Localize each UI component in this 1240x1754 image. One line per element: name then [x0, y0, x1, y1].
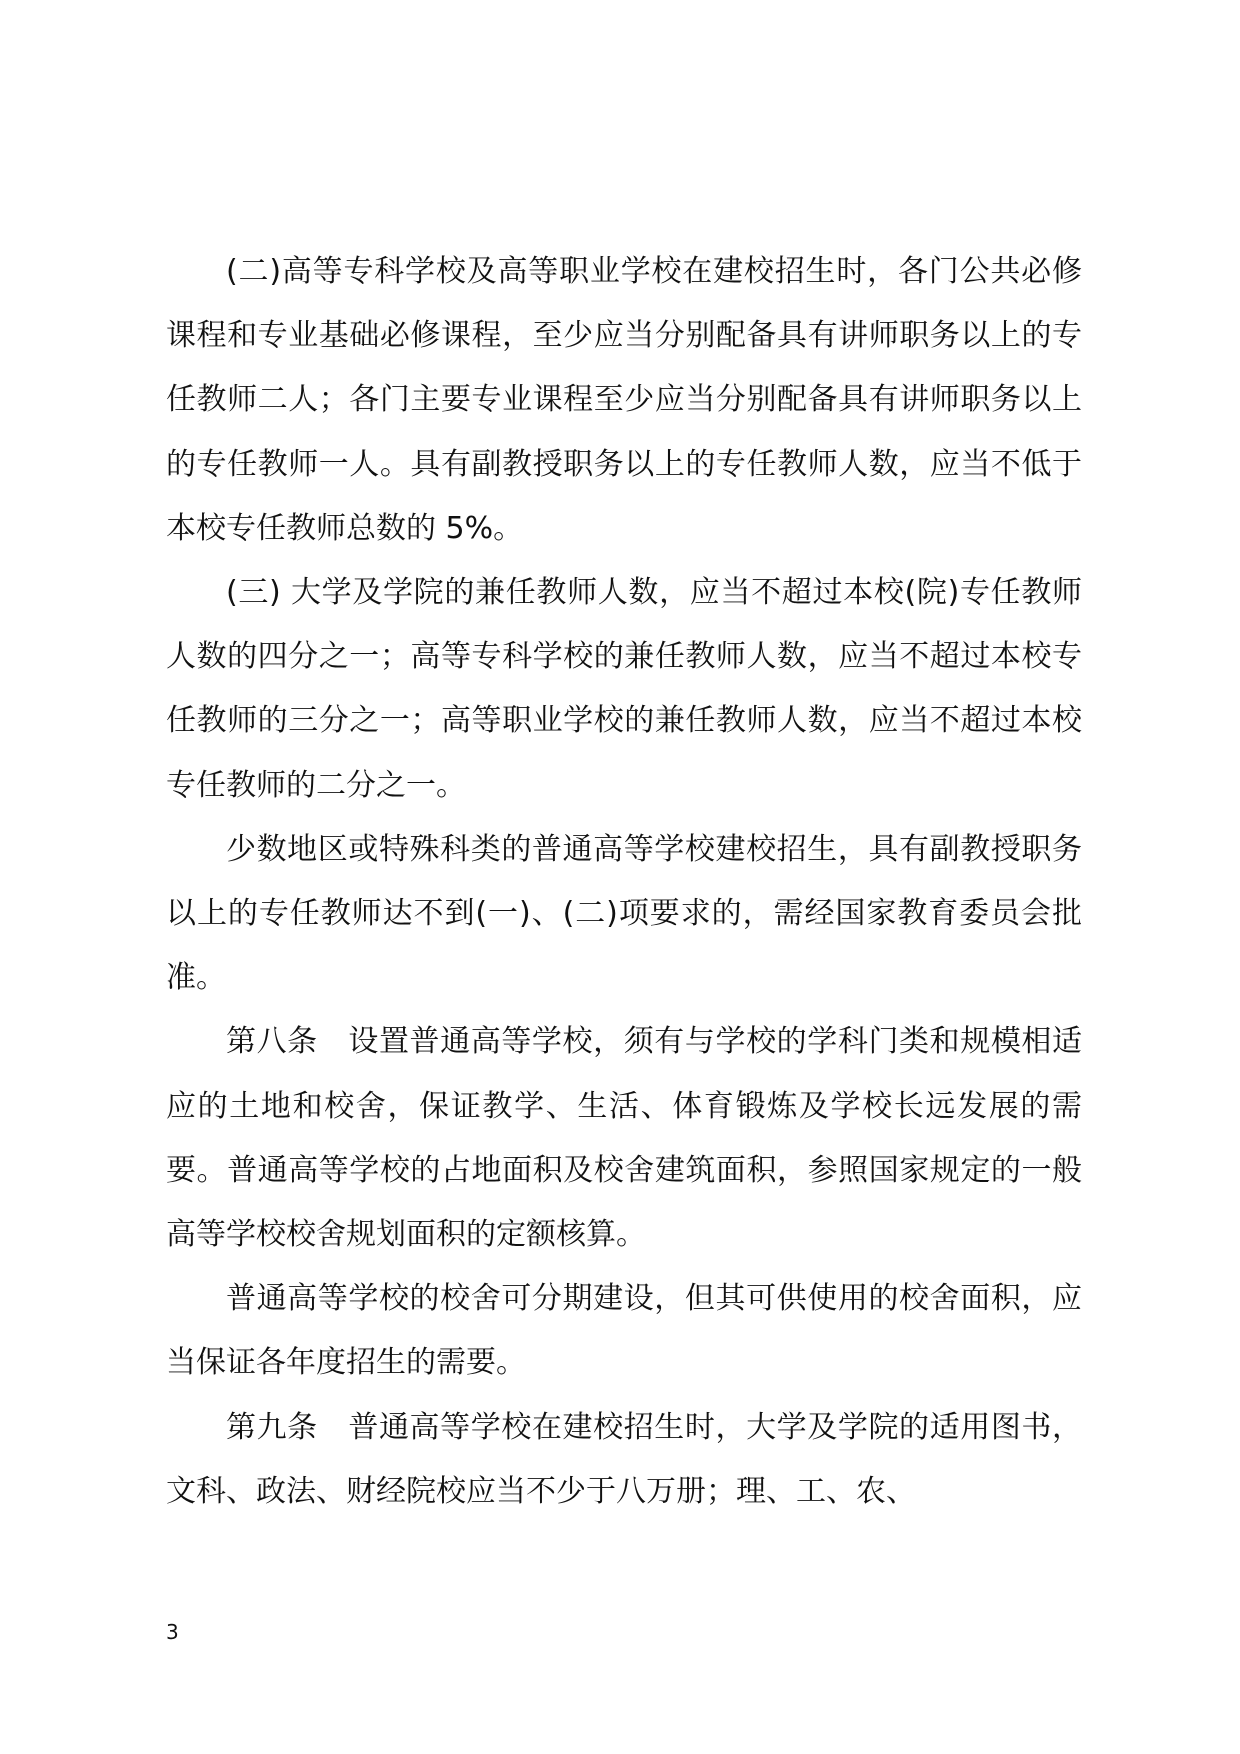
paragraph-teacher-requirements-3: (三) 大学及学院的兼任教师人数，应当不超过本校(院)专任教师人数的四分之一；高等专科学校的兼任教师人数，应当不超过本校专任教师的三分之一；高等职业学校的兼任教师人数，应当不超过本校专任教师的二分之一。 [166, 575, 1082, 803]
page-number: 3 [166, 1620, 179, 1644]
paragraph-campus-phased-construction: 普通高等学校的校舍可分期建设，但其可供使用的校舍面积，应当保证各年度招生的需要。 [166, 1281, 1082, 1381]
document-body [166, 240, 1082, 1524]
paragraph-special-region-approval: 少数地区或特殊科类的普通高等学校建校招生，具有副教授职务以上的专任教师达不到(一)、(二)项要求的，需经国家教育委员会批准。 [166, 831, 1082, 996]
paragraph-teacher-requirements-2: (二)高等专科学校及高等职业学校在建校招生时，各门公共必修课程和专业基础必修课程，至少应当分别配备具有讲师职务以上的专任教师二人；各门主要专业课程至少应当分别配备具有讲师职务以上的专任教师一人。具有副教授职务以上的专任教师人数，应当不低于本校专任教师总数的 5%。 [166, 254, 1082, 546]
paragraph-article-8: 第八条 设置普通高等学校，须有与学校的学科门类和规模相适应的土地和校舍，保证教学、生活、体育锻炼及学校长远发展的需要。普通高等学校的占地面积及校舍建筑面积，参照国家规定的一般高等学校校舍规划面积的定额核算。 [166, 1024, 1082, 1253]
paragraph-article-9: 第九条 普通高等学校在建校招生时，大学及学院的适用图书，文科、政法、财经院校应当不少于八万册；理、工、农、 [166, 1409, 1082, 1509]
